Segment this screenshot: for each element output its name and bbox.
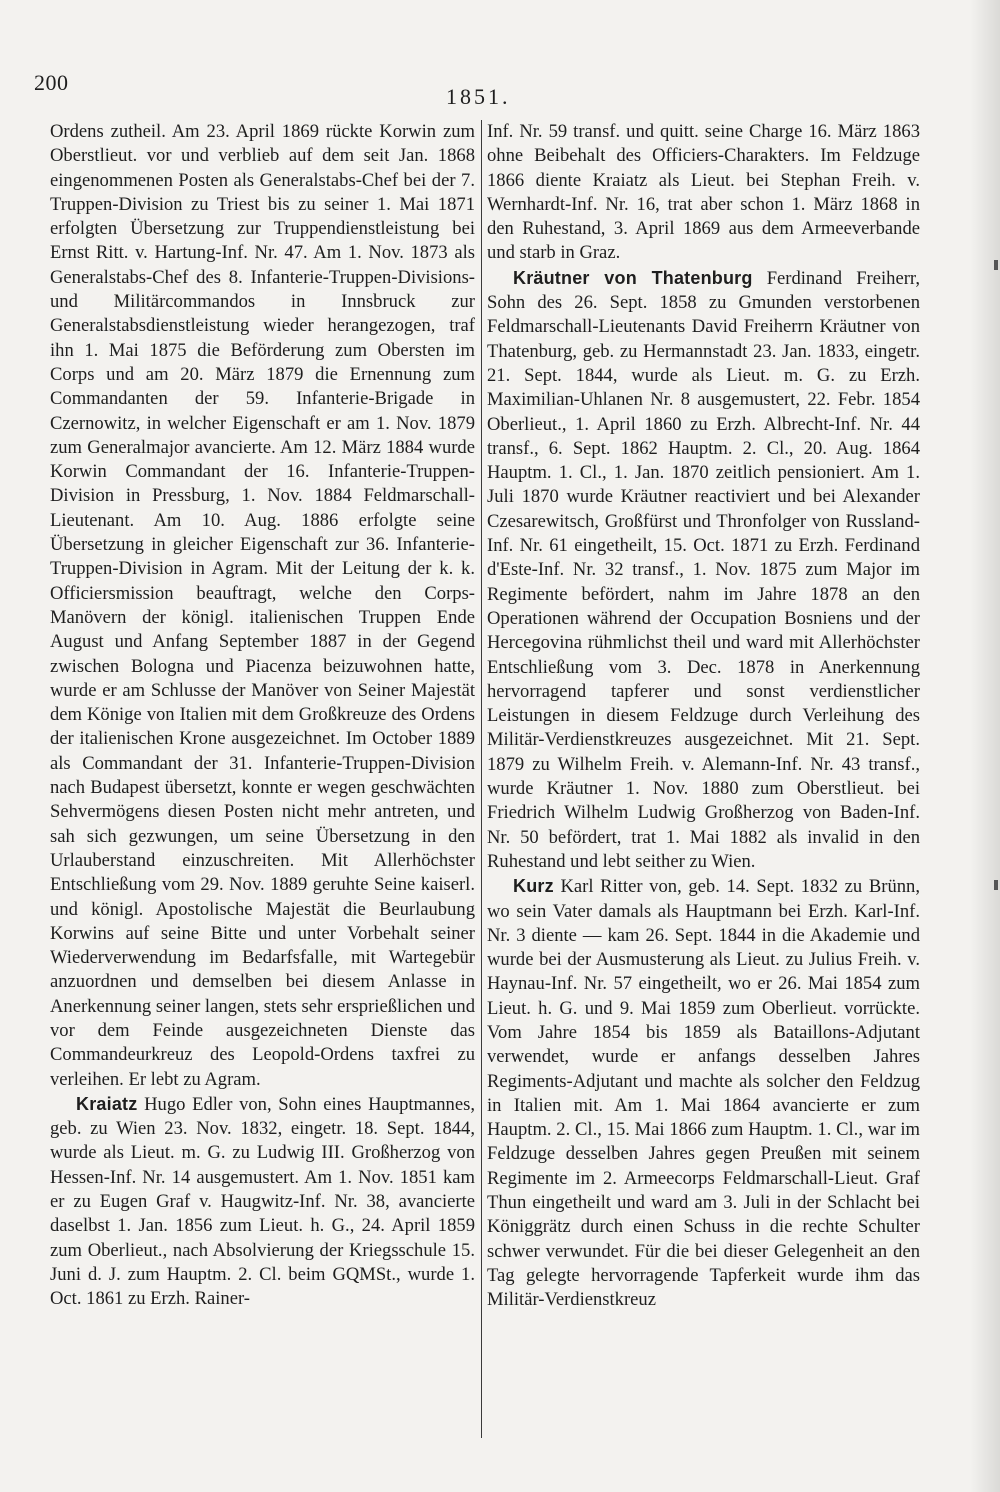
entry-text-kraeutner: Ferdinand Freiherr, Sohn des 26. Sept. 1858 zu Gmunden verstorbenen Feldmarschall-Lieutenants David Freiherrn Kräutner von Thatenburg, geb. zu Hermannstadt 23. Jan. 1833, eingetr. 21. Sept. 1844, wurde als Lieut. m. G. zu Erzh. Maximilian-Uhlanen Nr. 8 ausgemustert, 22. Febr. 1854 Oberlieut., 1. April 1860 zu Erzh. Albrecht-Inf. Nr. 44 transf., 6. Sept. 1862 Hauptm. 2. Cl., 20. Aug. 1864 Hauptm. 1. Cl., 1. Jan. 1870 zeitlich pensioniert. Am 1. Juli 1870 wurde Kräutner reactiviert und bei Alexander Czesarewitsch, Großfürst und Thronfolger von Russland-Inf. Nr. 61 eingetheilt, 15. Oct. 1871 zu Erzh. Ferdinand d'Este-Inf. Nr. 32 transf., 1. Nov. 1875 zum Major im Regimente befördert, nahm im Jahre 1878 an den Operationen während der Occupation Bosniens und der Hercegovina rühmlichst theil und ward mit Allerhöchster Entschließung vom 3. Dec. 1878 in Anerkennung hervorragend tapferer und sonst verdienstlicher Leistungen in diesem Feldzuge durch Verleihung des Militär-Verdienstkreuzes ausgezeichnet. Mit 21. Sept. 1879 zu Wilhelm Freih. v. Alemann-Inf. Nr. 43 transf., wurde Kräutner 1. Nov. 1880 zum Oberstlieut. bei Friedrich Wilhelm Ludwig Großherzog von Baden-Inf. Nr. 50 befördert, trat 1. Mai 1882 als invalid in den Ruhestand und lebt seither zu Wien. [487, 267, 920, 872]
entry-name-kraeutner: Kräutner von Thatenburg [513, 267, 753, 288]
entry-name-kraiatz: Kraiatz [76, 1093, 138, 1114]
entry-kurz [487, 874, 920, 1312]
kraiatz-entry-continuation: Inf. Nr. 59 transf. und quitt. seine Charge 16. März 1863 ohne Beibehalt des Officiers-Charakters. Im Feldzuge 1866 diente Kraiatz als Lieut. bei Stephan Freih. v. Wernhardt-Inf. Nr. 16, trat aber schon 1. März 1868 in den Ruhestand, 3. April 1869 aus dem Armeeverbande und starb in Graz. [487, 121, 920, 264]
scan-edge-mark [994, 880, 998, 890]
korwin-entry-continuation: Ordens zutheil. Am 23. April 1869 rückte Korwin zum Oberstlieut. vor und verblieb auf dem seit Jan. 1868 eingenommenen Posten als Generalstabs-Chef bei der 7. Truppen-Division zu Triest bis zu seiner 1. Mai 1871 erfolgten Übersetzung zur Truppendienstleistung bei Ernst Ritt. v. Hartung-Inf. Nr. 47. Am 1. Nov. 1873 als Generalstabs-Chef des 8. Infanterie-Truppen-Divisions- und Militärcommandos in Innsbruck zur Generalstabsdienstleistung wieder herangezogen, traf ihn 1. Mai 1875 die Beförderung zum Obersten im Corps und am 20. März 1879 die Ernennung zum Commandanten der 59. Infanterie-Brigade in Czernowitz, in welcher Eigenschaft er am 1. Nov. 1879 zum Generalmajor avancierte. Am 12. März 1884 wurde Korwin Commandant der 16. Infanterie-Truppen-Division in Pressburg, 1. Nov. 1884 Feldmarschall-Lieutenant. Am 10. Aug. 1886 erfolgte seine Übersetzung in gleicher Eigenschaft zur 36. Infanterie-Truppen-Division in Agram. Mit der Leitung der k. k. Officiersmission beauftragt, welche den Corps-Manövern der königl. italienischen Truppen Ende August und Anfang September 1887 in der Gegend zwischen Bologna und Piacenza beizuwohnen hatte, wurde er am Schlusse der Manöver von Seiner Majestät dem Könige von Italien mit dem Großkreuze des Ordens der italienischen Krone ausgezeichnet. Im October 1889 als Commandant der 31. Infanterie-Truppen-Division nach Budapest übersetzt, konnte er wegen geschwächten Sehvermögens diesen Posten nicht mehr antreten, und sah sich gezwungen, um seine Übersetzung in den Urlauberstand einzuschreiten. Mit Allerhöchster Entschließung vom 29. Nov. 1889 geruhte Seine kaiserl. und königl. Apostolische Majestät die Beurlaubung Korwins auf seine Bitte und unter Vorbehalt seiner Wiederverwendung im Bedarfsfalle, mit Wartegebür anzuordnen und demselben bei diesem Anlasse in Anerkennung seiner langen, stets sehr ersprießlichen und vor dem Feinde ausgezeichneten Dienste das Commandeurkreuz des Leopold-Ordens taxfrei zu verleihen. Er lebt zu Agram. [50, 121, 475, 1090]
entry-name-kurz: Kurz [513, 876, 554, 897]
left-column [50, 120, 475, 1312]
right-column [487, 120, 920, 1313]
entry-kraeutner [487, 266, 920, 874]
entry-text-kraiatz: Hugo Edler von, Sohn eines Hauptmannes, geb. zu Wien 23. Nov. 1832, eingetr. 18. Sept. 1844, wurde als Lieut. m. G. zu Ludwig III. Großherzog von Hessen-Inf. Nr. 14 ausgemustert. Am 1. Nov. 1851 kam er zu Eugen Graf v. Haugwitz-Inf. Nr. 38, avancierte daselbst 1. Jan. 1856 zum Lieut. h. G., 24. April 1859 zum Oberlieut., nach Absolvierung der Kriegsschule 15. Juni d. J. zum Hauptm. 2. Cl. beim GQMSt., wurde 1. Oct. 1861 zu Erzh. Rainer- [50, 1093, 475, 1310]
scan-edge-mark [994, 260, 998, 270]
entry-kraiatz [50, 1092, 475, 1312]
entry-text-kurz: Karl Ritter von, geb. 14. Sept. 1832 zu Brünn, wo sein Vater damals als Hauptmann bei Erzh. Karl-Inf. Nr. 3 diente — kam 26. Sept. 1844 in die Akademie und wurde bei der Ausmusterung als Lieut. zu Julius Freih. v. Haynau-Inf. Nr. 57 eingetheilt, wo er 26. Mai 1854 zum Lieut. h. G. und 9. Mai 1859 zum Oberlieut. vorrückte. Vom Jahre 1854 bis 1859 als Bataillons-Adjutant verwendet, wurde er anfangs desselben Jahres Regiments-Adjutant und machte als solcher den Feldzug in Italien mit. Am 1. Mai 1864 avancierte er zum Hauptm. 2. Cl., 15. Mai 1866 zum Hauptm. 1. Cl., war im Feldzuge desselben Jahres gegen Preußen mit seinem Regimente im 2. Armeecorps Feldmarschall-Lieut. Graf Thun eingetheilt und ward am 3. Juli in der Schlacht bei Königgrätz durch einen Schuss in die rechte Schulter schwer verwundet. Für die bei dieser Gelegenheit an den Tag gelegte hervorragende Tapferkeit wurde ihm das Militär-Verdienstkreuz [487, 876, 920, 1311]
page-number: 200 [34, 70, 69, 95]
running-head-year: 1851. [446, 84, 511, 109]
column-divider [481, 120, 482, 1438]
